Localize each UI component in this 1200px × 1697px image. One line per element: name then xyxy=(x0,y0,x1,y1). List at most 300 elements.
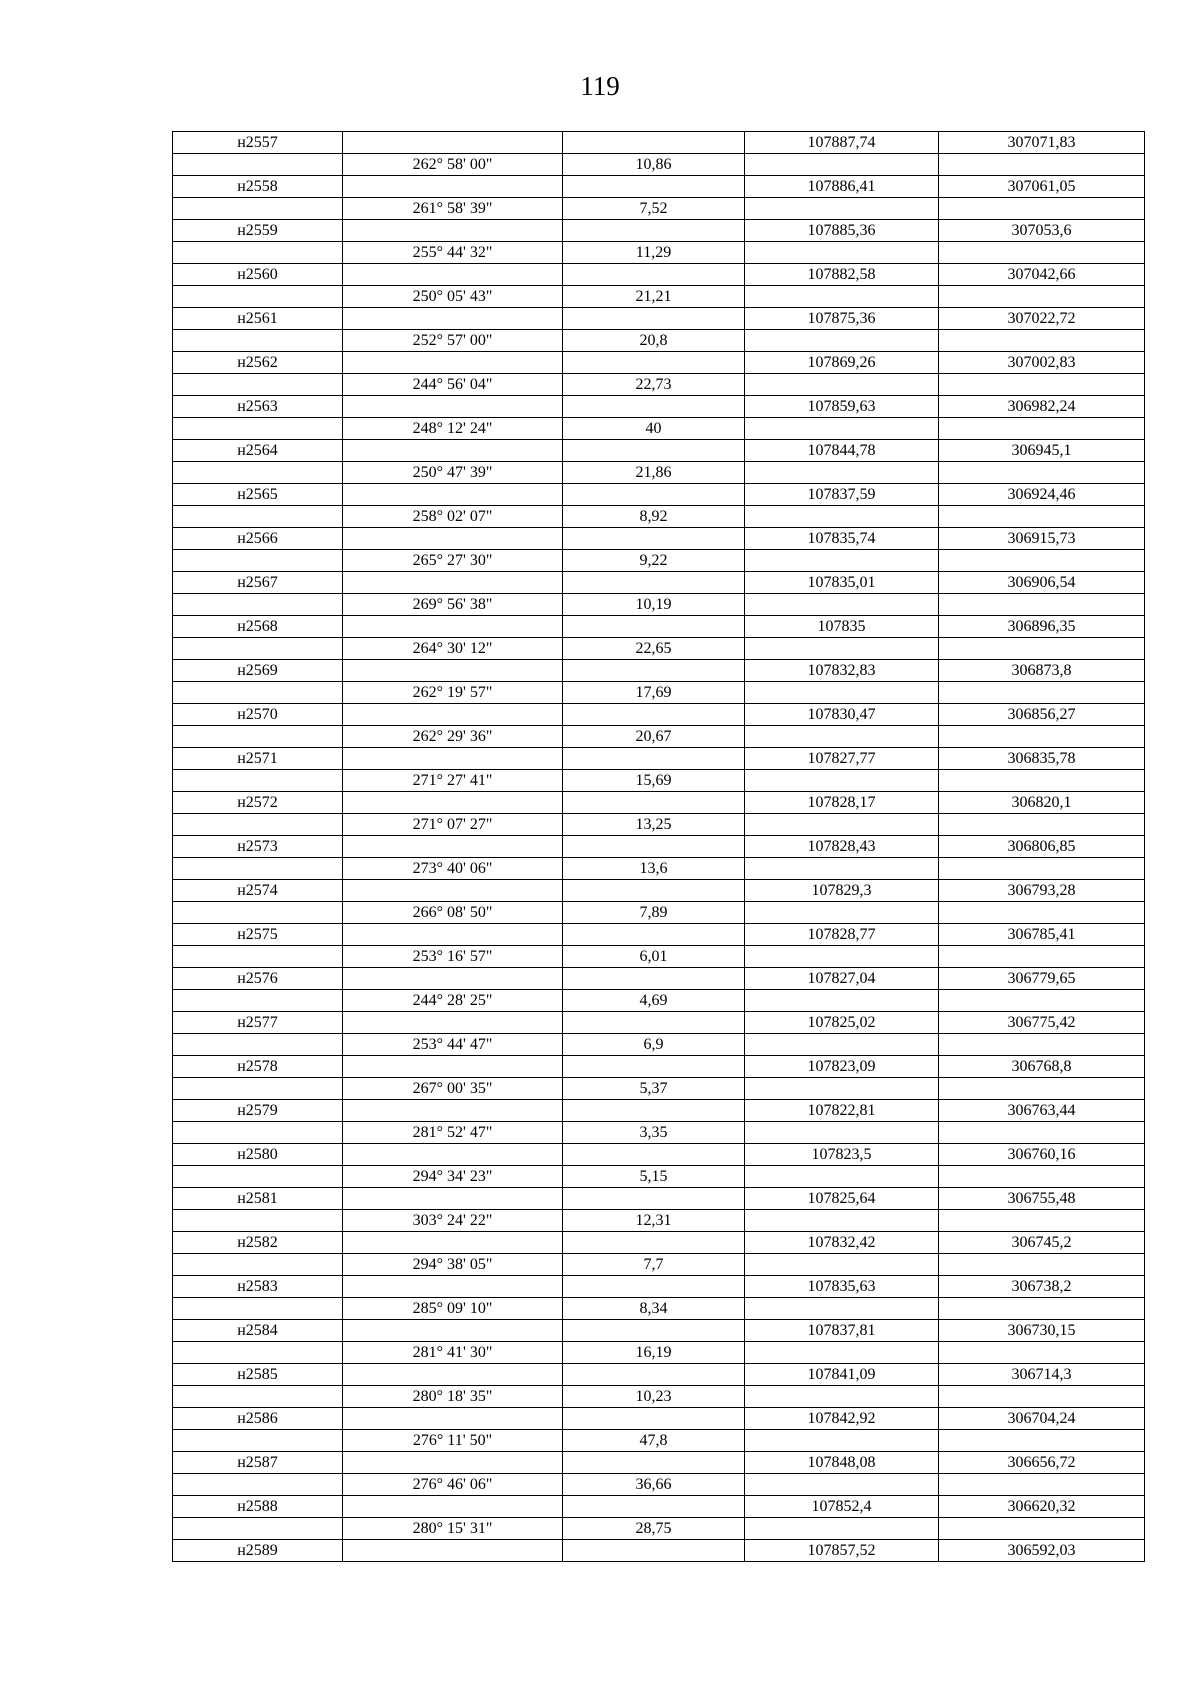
y-coordinate-cell xyxy=(939,1474,1145,1496)
direction-angle-cell xyxy=(343,1012,563,1034)
y-coordinate-cell xyxy=(939,242,1145,264)
y-coordinate-cell xyxy=(939,418,1145,440)
direction-angle-cell xyxy=(343,1232,563,1254)
distance-cell: 9,22 xyxy=(563,550,745,572)
y-coordinate-cell xyxy=(939,330,1145,352)
table-row xyxy=(173,1320,1145,1342)
x-coordinate-cell xyxy=(745,594,939,616)
table-row xyxy=(173,1386,1145,1408)
table-row xyxy=(173,1496,1145,1518)
table-row xyxy=(173,946,1145,968)
table-row xyxy=(173,1364,1145,1386)
table-row xyxy=(173,132,1145,154)
x-coordinate-cell xyxy=(745,462,939,484)
table-row xyxy=(173,1254,1145,1276)
x-coordinate-cell xyxy=(745,1518,939,1540)
distance-cell: 40 xyxy=(563,418,745,440)
point-name-cell xyxy=(173,1166,343,1188)
y-coordinate-cell: 306620,32 xyxy=(939,1496,1145,1518)
distance-cell: 10,19 xyxy=(563,594,745,616)
x-coordinate-cell xyxy=(745,1342,939,1364)
x-coordinate-cell: 107875,36 xyxy=(745,308,939,330)
distance-cell: 28,75 xyxy=(563,1518,745,1540)
y-coordinate-cell: 306760,16 xyxy=(939,1144,1145,1166)
point-name-cell: н2562 xyxy=(173,352,343,374)
coordinates-table xyxy=(172,131,1145,1562)
point-name-cell xyxy=(173,990,343,1012)
y-coordinate-cell xyxy=(939,506,1145,528)
x-coordinate-cell xyxy=(745,814,939,836)
distance-cell: 47,8 xyxy=(563,1430,745,1452)
point-name-cell: н2575 xyxy=(173,924,343,946)
distance-cell: 20,8 xyxy=(563,330,745,352)
distance-cell: 22,73 xyxy=(563,374,745,396)
table-row xyxy=(173,176,1145,198)
distance-cell: 3,35 xyxy=(563,1122,745,1144)
table-row xyxy=(173,704,1145,726)
x-coordinate-cell: 107886,41 xyxy=(745,176,939,198)
y-coordinate-cell: 306775,42 xyxy=(939,1012,1145,1034)
y-coordinate-cell: 306592,03 xyxy=(939,1540,1145,1562)
x-coordinate-cell: 107869,26 xyxy=(745,352,939,374)
direction-angle-cell: 294° 38' 05" xyxy=(343,1254,563,1276)
table-row xyxy=(173,924,1145,946)
point-name-cell xyxy=(173,1430,343,1452)
distance-cell: 10,86 xyxy=(563,154,745,176)
direction-angle-cell xyxy=(343,1452,563,1474)
table-row xyxy=(173,792,1145,814)
table-row xyxy=(173,990,1145,1012)
direction-angle-cell: 250° 47' 39" xyxy=(343,462,563,484)
point-name-cell xyxy=(173,638,343,660)
x-coordinate-cell xyxy=(745,770,939,792)
direction-angle-cell xyxy=(343,836,563,858)
point-name-cell xyxy=(173,242,343,264)
x-coordinate-cell xyxy=(745,1254,939,1276)
point-name-cell: н2583 xyxy=(173,1276,343,1298)
distance-cell xyxy=(563,1408,745,1430)
point-name-cell: н2564 xyxy=(173,440,343,462)
direction-angle-cell xyxy=(343,792,563,814)
direction-angle-cell xyxy=(343,396,563,418)
distance-cell: 13,6 xyxy=(563,858,745,880)
table-row xyxy=(173,1408,1145,1430)
y-coordinate-cell: 306873,8 xyxy=(939,660,1145,682)
distance-cell: 12,31 xyxy=(563,1210,745,1232)
point-name-cell xyxy=(173,1298,343,1320)
y-coordinate-cell xyxy=(939,814,1145,836)
x-coordinate-cell xyxy=(745,726,939,748)
y-coordinate-cell xyxy=(939,154,1145,176)
y-coordinate-cell: 307022,72 xyxy=(939,308,1145,330)
x-coordinate-cell xyxy=(745,242,939,264)
y-coordinate-cell: 306793,28 xyxy=(939,880,1145,902)
distance-cell: 15,69 xyxy=(563,770,745,792)
x-coordinate-cell xyxy=(745,1386,939,1408)
distance-cell xyxy=(563,1320,745,1342)
x-coordinate-cell xyxy=(745,946,939,968)
page-number: 119 xyxy=(580,71,620,101)
point-name-cell xyxy=(173,462,343,484)
table-row xyxy=(173,1100,1145,1122)
x-coordinate-cell xyxy=(745,286,939,308)
distance-cell xyxy=(563,748,745,770)
x-coordinate-cell: 107887,74 xyxy=(745,132,939,154)
table-row xyxy=(173,726,1145,748)
point-name-cell xyxy=(173,902,343,924)
distance-cell xyxy=(563,792,745,814)
point-name-cell: н2559 xyxy=(173,220,343,242)
x-coordinate-cell: 107852,4 xyxy=(745,1496,939,1518)
y-coordinate-cell xyxy=(939,770,1145,792)
distance-cell xyxy=(563,660,745,682)
direction-angle-cell xyxy=(343,1320,563,1342)
y-coordinate-cell: 306656,72 xyxy=(939,1452,1145,1474)
point-name-cell xyxy=(173,1342,343,1364)
y-coordinate-cell xyxy=(939,198,1145,220)
point-name-cell xyxy=(173,814,343,836)
point-name-cell: н2558 xyxy=(173,176,343,198)
point-name-cell: н2563 xyxy=(173,396,343,418)
distance-cell xyxy=(563,1496,745,1518)
x-coordinate-cell xyxy=(745,990,939,1012)
distance-cell xyxy=(563,1232,745,1254)
distance-cell xyxy=(563,1276,745,1298)
table-row xyxy=(173,1452,1145,1474)
y-coordinate-cell xyxy=(939,1078,1145,1100)
x-coordinate-cell xyxy=(745,1210,939,1232)
y-coordinate-cell xyxy=(939,990,1145,1012)
table-row xyxy=(173,1012,1145,1034)
y-coordinate-cell xyxy=(939,550,1145,572)
direction-angle-cell: 252° 57' 00" xyxy=(343,330,563,352)
y-coordinate-cell: 306945,1 xyxy=(939,440,1145,462)
x-coordinate-cell: 107859,63 xyxy=(745,396,939,418)
direction-angle-cell xyxy=(343,924,563,946)
distance-cell xyxy=(563,836,745,858)
distance-cell xyxy=(563,1188,745,1210)
distance-cell: 4,69 xyxy=(563,990,745,1012)
point-name-cell: н2565 xyxy=(173,484,343,506)
distance-cell: 20,67 xyxy=(563,726,745,748)
table-row xyxy=(173,462,1145,484)
direction-angle-cell xyxy=(343,220,563,242)
direction-angle-cell xyxy=(343,1188,563,1210)
distance-cell xyxy=(563,616,745,638)
direction-angle-cell xyxy=(343,352,563,374)
x-coordinate-cell xyxy=(745,374,939,396)
distance-cell xyxy=(563,396,745,418)
direction-angle-cell: 244° 56' 04" xyxy=(343,374,563,396)
distance-cell xyxy=(563,1100,745,1122)
point-name-cell: н2588 xyxy=(173,1496,343,1518)
table-row xyxy=(173,1518,1145,1540)
direction-angle-cell: 285° 09' 10" xyxy=(343,1298,563,1320)
distance-cell xyxy=(563,440,745,462)
distance-cell: 6,01 xyxy=(563,946,745,968)
x-coordinate-cell: 107835 xyxy=(745,616,939,638)
x-coordinate-cell xyxy=(745,902,939,924)
distance-cell xyxy=(563,528,745,550)
y-coordinate-cell xyxy=(939,1298,1145,1320)
distance-cell: 17,69 xyxy=(563,682,745,704)
direction-angle-cell xyxy=(343,968,563,990)
x-coordinate-cell xyxy=(745,154,939,176)
x-coordinate-cell: 107857,52 xyxy=(745,1540,939,1562)
table-row xyxy=(173,528,1145,550)
direction-angle-cell xyxy=(343,308,563,330)
direction-angle-cell: 253° 16' 57" xyxy=(343,946,563,968)
direction-angle-cell: 281° 41' 30" xyxy=(343,1342,563,1364)
y-coordinate-cell: 306820,1 xyxy=(939,792,1145,814)
point-name-cell xyxy=(173,1122,343,1144)
y-coordinate-cell: 306704,24 xyxy=(939,1408,1145,1430)
point-name-cell xyxy=(173,286,343,308)
x-coordinate-cell: 107822,81 xyxy=(745,1100,939,1122)
point-name-cell: н2560 xyxy=(173,264,343,286)
y-coordinate-cell xyxy=(939,1122,1145,1144)
table-row xyxy=(173,682,1145,704)
direction-angle-cell xyxy=(343,1540,563,1562)
point-name-cell xyxy=(173,1518,343,1540)
direction-angle-cell: 265° 27' 30" xyxy=(343,550,563,572)
distance-cell xyxy=(563,176,745,198)
distance-cell xyxy=(563,572,745,594)
y-coordinate-cell xyxy=(939,902,1145,924)
point-name-cell: н2589 xyxy=(173,1540,343,1562)
y-coordinate-cell: 306779,65 xyxy=(939,968,1145,990)
point-name-cell: н2586 xyxy=(173,1408,343,1430)
point-name-cell xyxy=(173,1386,343,1408)
x-coordinate-cell xyxy=(745,1430,939,1452)
direction-angle-cell: 262° 19' 57" xyxy=(343,682,563,704)
table-row xyxy=(173,594,1145,616)
direction-angle-cell: 266° 08' 50" xyxy=(343,902,563,924)
x-coordinate-cell: 107823,5 xyxy=(745,1144,939,1166)
table-row xyxy=(173,484,1145,506)
distance-cell: 8,92 xyxy=(563,506,745,528)
table-row xyxy=(173,572,1145,594)
direction-angle-cell: 276° 46' 06" xyxy=(343,1474,563,1496)
table-row xyxy=(173,1540,1145,1562)
table-row xyxy=(173,1298,1145,1320)
direction-angle-cell: 264° 30' 12" xyxy=(343,638,563,660)
table-row xyxy=(173,220,1145,242)
direction-angle-cell: 248° 12' 24" xyxy=(343,418,563,440)
distance-cell: 21,21 xyxy=(563,286,745,308)
x-coordinate-cell: 107882,58 xyxy=(745,264,939,286)
x-coordinate-cell: 107825,02 xyxy=(745,1012,939,1034)
point-name-cell: н2571 xyxy=(173,748,343,770)
y-coordinate-cell: 307053,6 xyxy=(939,220,1145,242)
x-coordinate-cell: 107842,92 xyxy=(745,1408,939,1430)
distance-cell xyxy=(563,968,745,990)
direction-angle-cell: 261° 58' 39" xyxy=(343,198,563,220)
table-row xyxy=(173,1232,1145,1254)
x-coordinate-cell xyxy=(745,1122,939,1144)
y-coordinate-cell: 306785,41 xyxy=(939,924,1145,946)
x-coordinate-cell xyxy=(745,1474,939,1496)
direction-angle-cell: 262° 58' 00" xyxy=(343,154,563,176)
x-coordinate-cell xyxy=(745,330,939,352)
table-row xyxy=(173,902,1145,924)
y-coordinate-cell xyxy=(939,594,1145,616)
x-coordinate-cell: 107844,78 xyxy=(745,440,939,462)
y-coordinate-cell xyxy=(939,1210,1145,1232)
direction-angle-cell: 281° 52' 47" xyxy=(343,1122,563,1144)
distance-cell xyxy=(563,1540,745,1562)
y-coordinate-cell xyxy=(939,638,1145,660)
point-name-cell: н2573 xyxy=(173,836,343,858)
y-coordinate-cell xyxy=(939,858,1145,880)
x-coordinate-cell xyxy=(745,418,939,440)
x-coordinate-cell: 107835,01 xyxy=(745,572,939,594)
point-name-cell xyxy=(173,1210,343,1232)
direction-angle-cell xyxy=(343,616,563,638)
table-row xyxy=(173,1430,1145,1452)
y-coordinate-cell: 306915,73 xyxy=(939,528,1145,550)
point-name-cell: н2582 xyxy=(173,1232,343,1254)
point-name-cell: н2568 xyxy=(173,616,343,638)
point-name-cell: н2584 xyxy=(173,1320,343,1342)
distance-cell: 16,19 xyxy=(563,1342,745,1364)
distance-cell: 7,52 xyxy=(563,198,745,220)
y-coordinate-cell: 306896,35 xyxy=(939,616,1145,638)
direction-angle-cell: 303° 24' 22" xyxy=(343,1210,563,1232)
table-row xyxy=(173,1166,1145,1188)
direction-angle-cell: 273° 40' 06" xyxy=(343,858,563,880)
coordinates-table-body xyxy=(173,132,1145,1562)
table-row xyxy=(173,506,1145,528)
point-name-cell xyxy=(173,770,343,792)
point-name-cell: н2570 xyxy=(173,704,343,726)
distance-cell xyxy=(563,1012,745,1034)
x-coordinate-cell: 107825,64 xyxy=(745,1188,939,1210)
x-coordinate-cell: 107828,17 xyxy=(745,792,939,814)
x-coordinate-cell: 107885,36 xyxy=(745,220,939,242)
y-coordinate-cell: 306856,27 xyxy=(939,704,1145,726)
point-name-cell: н2567 xyxy=(173,572,343,594)
x-coordinate-cell: 107830,47 xyxy=(745,704,939,726)
direction-angle-cell xyxy=(343,528,563,550)
direction-angle-cell xyxy=(343,440,563,462)
table-row xyxy=(173,1078,1145,1100)
table-row xyxy=(173,198,1145,220)
y-coordinate-cell xyxy=(939,946,1145,968)
x-coordinate-cell: 107827,04 xyxy=(745,968,939,990)
y-coordinate-cell: 306906,54 xyxy=(939,572,1145,594)
distance-cell: 22,65 xyxy=(563,638,745,660)
direction-angle-cell xyxy=(343,1408,563,1430)
distance-cell: 13,25 xyxy=(563,814,745,836)
distance-cell: 21,86 xyxy=(563,462,745,484)
y-coordinate-cell xyxy=(939,1430,1145,1452)
table-row xyxy=(173,550,1145,572)
point-name-cell: н2579 xyxy=(173,1100,343,1122)
distance-cell: 36,66 xyxy=(563,1474,745,1496)
y-coordinate-cell xyxy=(939,726,1145,748)
direction-angle-cell xyxy=(343,1364,563,1386)
direction-angle-cell: 280° 15' 31" xyxy=(343,1518,563,1540)
y-coordinate-cell xyxy=(939,1166,1145,1188)
table-row xyxy=(173,330,1145,352)
distance-cell xyxy=(563,704,745,726)
y-coordinate-cell xyxy=(939,1386,1145,1408)
point-name-cell: н2578 xyxy=(173,1056,343,1078)
direction-angle-cell: 253° 44' 47" xyxy=(343,1034,563,1056)
direction-angle-cell: 262° 29' 36" xyxy=(343,726,563,748)
table-row xyxy=(173,242,1145,264)
table-row xyxy=(173,836,1145,858)
table-row xyxy=(173,616,1145,638)
distance-cell xyxy=(563,924,745,946)
y-coordinate-cell xyxy=(939,374,1145,396)
point-name-cell xyxy=(173,330,343,352)
point-name-cell: н2566 xyxy=(173,528,343,550)
direction-angle-cell xyxy=(343,484,563,506)
x-coordinate-cell: 107828,77 xyxy=(745,924,939,946)
y-coordinate-cell xyxy=(939,682,1145,704)
x-coordinate-cell xyxy=(745,1298,939,1320)
y-coordinate-cell xyxy=(939,1518,1145,1540)
direction-angle-cell xyxy=(343,880,563,902)
point-name-cell: н2557 xyxy=(173,132,343,154)
direction-angle-cell xyxy=(343,1056,563,1078)
direction-angle-cell: 280° 18' 35" xyxy=(343,1386,563,1408)
table-row xyxy=(173,814,1145,836)
point-name-cell: н2576 xyxy=(173,968,343,990)
x-coordinate-cell: 107829,3 xyxy=(745,880,939,902)
table-row xyxy=(173,770,1145,792)
point-name-cell xyxy=(173,858,343,880)
direction-angle-cell: 267° 00' 35" xyxy=(343,1078,563,1100)
table-row xyxy=(173,1474,1145,1496)
point-name-cell xyxy=(173,506,343,528)
distance-cell: 11,29 xyxy=(563,242,745,264)
distance-cell: 5,15 xyxy=(563,1166,745,1188)
distance-cell: 5,37 xyxy=(563,1078,745,1100)
table-row xyxy=(173,418,1145,440)
distance-cell xyxy=(563,264,745,286)
point-name-cell xyxy=(173,418,343,440)
y-coordinate-cell xyxy=(939,1254,1145,1276)
direction-angle-cell xyxy=(343,1100,563,1122)
table-row xyxy=(173,352,1145,374)
distance-cell xyxy=(563,1144,745,1166)
point-name-cell xyxy=(173,946,343,968)
direction-angle-cell: 269° 56' 38" xyxy=(343,594,563,616)
x-coordinate-cell: 107832,42 xyxy=(745,1232,939,1254)
table-row xyxy=(173,286,1145,308)
table-row xyxy=(173,440,1145,462)
point-name-cell xyxy=(173,682,343,704)
distance-cell: 10,23 xyxy=(563,1386,745,1408)
table-row xyxy=(173,638,1145,660)
distance-cell xyxy=(563,484,745,506)
y-coordinate-cell: 306924,46 xyxy=(939,484,1145,506)
direction-angle-cell xyxy=(343,1276,563,1298)
y-coordinate-cell: 307071,83 xyxy=(939,132,1145,154)
point-name-cell xyxy=(173,726,343,748)
direction-angle-cell xyxy=(343,704,563,726)
table-row xyxy=(173,154,1145,176)
table-row xyxy=(173,748,1145,770)
y-coordinate-cell: 307002,83 xyxy=(939,352,1145,374)
direction-angle-cell xyxy=(343,1496,563,1518)
distance-cell xyxy=(563,132,745,154)
x-coordinate-cell xyxy=(745,858,939,880)
direction-angle-cell: 271° 27' 41" xyxy=(343,770,563,792)
